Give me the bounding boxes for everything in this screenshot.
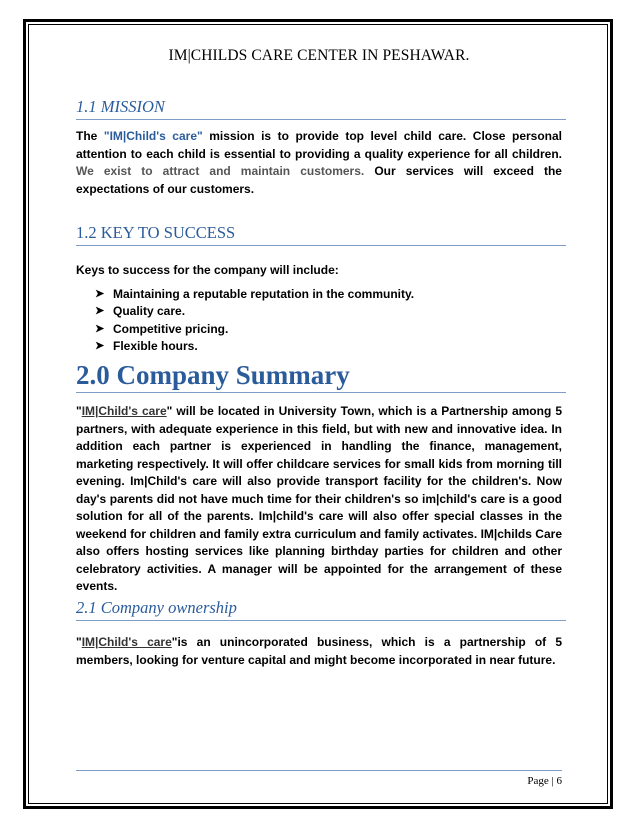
heading-company-summary: 2.0 Company Summary (76, 360, 566, 393)
list-item: ➤ Maintaining a reputable reputation in the community. (95, 286, 414, 303)
list-item: ➤ Competitive pricing. (95, 321, 414, 338)
heading-mission: 1.1 MISSION (76, 97, 566, 120)
heading-key-to-success: 1.2 KEY TO SUCCESS (76, 223, 566, 246)
company-summary-text: will be located in University Town, which is a Partnership among 5 partners, with adequate experience in this field, but with new and innovative idea. In addition each partner is experienced in handling the finance, management, marketing respectively. It will offer childcare services for small kids from morning till evening. Im|Child's care will also provide transport facility for the children's. Now day's parents did not have much time for their children's so im|child's care is a good solution for all of the parents. Im|child's care will also offer special classes in the weekend for children and family extra curriculum and family activates. IM|childs Care also offers hosting services like planning birthday parties for children and other celebratory activities. A manager will be appointed for the arrangement of these events. (76, 404, 563, 593)
ownership-paragraph: "IM|Child's care"is an unincorporated business, which is a partnership of 5 members, looking for venture capital and might become incorporated in near future. (76, 635, 562, 667)
page-number: Page | 6 (76, 770, 562, 787)
list-item: ➤ Quality care. (95, 303, 414, 320)
arrow-bullet-icon: ➤ (95, 322, 105, 335)
arrow-bullet-icon: ➤ (95, 288, 105, 300)
arrow-bullet-icon: ➤ (95, 339, 105, 352)
mission-text-3: We exist to attract and maintain customers. (76, 164, 365, 178)
mission-text-4: Our services will exceed the expectations of our customers. (76, 164, 562, 196)
arrow-bullet-icon: ➤ (95, 305, 105, 318)
list-item: ➤ Flexible hours. (95, 338, 414, 355)
mission-text-1: The (76, 129, 98, 143)
mission-company-name: "IM|Child's care" (103, 129, 203, 143)
mission-paragraph (76, 128, 562, 198)
keys-intro: Keys to success for the company will include: (76, 263, 339, 277)
page-header: IM|CHILDS CARE CENTER IN PESHAWAR. (168, 47, 470, 64)
company-name: IM|Child's care (81, 635, 172, 649)
ownership-text: is an unincorporated business, which is a partnership of 5 members, looking for venture capital and might become incorporated in near future. (76, 635, 562, 667)
company-summary-paragraph: "IM|Child's care" will be located in University Town, which is a Partnership among 5 partners, with adequate experience in this field, but with new and innovative idea. In addition each partner is experienced in handling the finance, management, marketing respectively. It will offer childcare services for small kids from morning till evening. Im|Child's care will also provide transport facility for the children's. Now day's parents did not have much time for their children's so im|child's care is a good solution for all of the parents. Im|child's care will also offer special classes in the weekend for children and family extra curriculum and family activates. IM|childs Care also offers hosting services like planning birthday parties for children and other celebratory activities. A manager will be appointed for the arrangement of these events. (76, 404, 563, 593)
company-name: IM|Child's care (81, 404, 167, 418)
mission-text-2: mission is to provide top level child care. Close personal attention to each child is essential to providing a quality experience for all children. (76, 129, 562, 161)
keys-list (95, 286, 414, 355)
heading-company-ownership: 2.1 Company ownership (76, 598, 566, 621)
